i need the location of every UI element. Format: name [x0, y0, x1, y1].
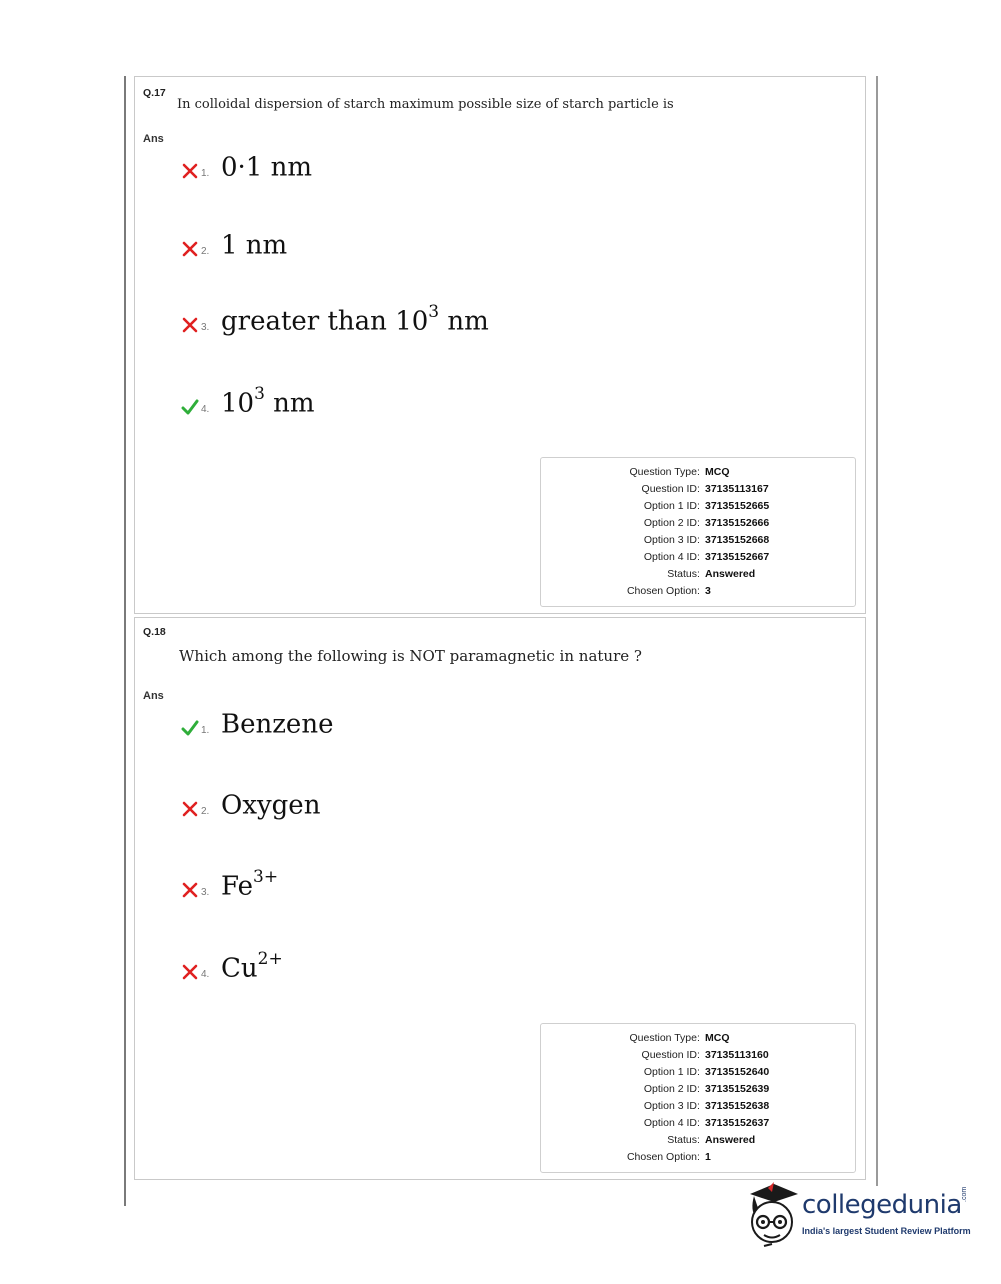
option-2	[181, 789, 320, 821]
check-icon	[181, 398, 199, 416]
meta-label: Option 3 ID	[643, 1100, 697, 1112]
option-text: greater than $10^3$ nm	[221, 302, 489, 337]
meta-row	[541, 1134, 857, 1151]
meta-separator: :	[697, 534, 700, 546]
meta-value: 37135113167	[705, 483, 769, 495]
meta-row	[541, 1151, 857, 1168]
meta-row	[541, 534, 857, 551]
meta-separator: :	[697, 483, 700, 495]
meta-label: Option 1 ID	[643, 1066, 697, 1078]
meta-separator: :	[697, 1049, 700, 1061]
cross-icon	[181, 316, 199, 334]
meta-label: Option 1 ID	[643, 500, 697, 512]
check-icon	[181, 719, 199, 737]
meta-label: Question Type	[629, 1032, 697, 1044]
meta-separator: :	[697, 1151, 700, 1163]
answer-label: Ans	[143, 690, 164, 702]
meta-value: 37135152665	[705, 500, 770, 512]
option-number: 4.	[201, 403, 210, 415]
meta-value: 37135152639	[705, 1083, 770, 1095]
meta-row	[541, 483, 857, 500]
meta-value: 3	[705, 585, 711, 597]
question-meta-panel	[540, 457, 856, 607]
option-number: 1.	[201, 167, 210, 179]
option-3	[181, 867, 279, 902]
page-margin-line-left	[124, 76, 126, 1206]
meta-separator: :	[697, 1032, 700, 1044]
question-text: In colloidal dispersion of starch maximum possible size of starch particle is	[177, 97, 674, 112]
meta-row	[541, 1032, 857, 1049]
answer-label: Ans	[143, 133, 164, 145]
meta-separator: :	[697, 568, 700, 580]
meta-separator: :	[697, 1066, 700, 1078]
option-text: 0·1 nm	[221, 152, 313, 183]
meta-value: 37135152637	[705, 1117, 770, 1129]
meta-value: MCQ	[705, 466, 730, 478]
meta-separator: :	[697, 1100, 700, 1112]
question-number: Q.17	[143, 87, 166, 99]
option-text: 1 nm	[221, 230, 288, 261]
option-number: 2.	[201, 805, 210, 817]
cross-icon	[181, 240, 199, 258]
option-3	[181, 302, 489, 337]
meta-separator: :	[697, 1134, 700, 1146]
meta-row	[541, 1117, 857, 1134]
option-1	[181, 708, 333, 740]
meta-row	[541, 500, 857, 517]
meta-row	[541, 551, 857, 568]
option-text: Benzene	[221, 709, 334, 740]
option-text: $Cu^{2+}$	[221, 949, 283, 984]
meta-label: Chosen Option	[626, 1151, 697, 1163]
question-block-18	[134, 617, 866, 1180]
meta-value: 37135152640	[705, 1066, 770, 1078]
meta-label: Question Type	[629, 466, 697, 478]
option-number: 3.	[201, 886, 210, 898]
meta-value: 1	[705, 1151, 711, 1163]
meta-value: Answered	[705, 1134, 756, 1146]
option-text: Oxygen	[221, 790, 321, 821]
option-text: $10^3$ nm	[221, 384, 315, 419]
meta-value: 37135152638	[705, 1100, 770, 1112]
meta-value: 37135152668	[705, 534, 770, 546]
meta-separator: :	[697, 585, 700, 597]
option-1	[181, 151, 312, 183]
meta-separator: :	[697, 1083, 700, 1095]
question-number: Q.18	[143, 626, 166, 638]
option-number: 1.	[201, 724, 210, 736]
brand-domain-suffix: .com	[961, 1186, 968, 1202]
option-text: $Fe^{3+}$	[221, 867, 279, 902]
option-number: 4.	[201, 968, 210, 980]
option-4	[181, 949, 283, 984]
meta-row	[541, 568, 857, 585]
meta-value: Answered	[705, 568, 756, 580]
meta-row	[541, 1049, 857, 1066]
brand-name: collegedunia	[802, 1190, 962, 1220]
option-4	[181, 384, 315, 419]
meta-label: Option 3 ID	[643, 534, 697, 546]
meta-row	[541, 1100, 857, 1117]
meta-value: 37135152666	[705, 517, 770, 529]
meta-separator: :	[697, 551, 700, 563]
meta-label: Option 4 ID	[643, 551, 697, 563]
meta-separator: :	[697, 500, 700, 512]
cross-icon	[181, 800, 199, 818]
option-number: 2.	[201, 245, 210, 257]
meta-label: Status	[667, 568, 697, 580]
meta-label: Chosen Option	[626, 585, 697, 597]
meta-separator: :	[697, 1117, 700, 1129]
page-margin-line-right	[876, 76, 878, 1186]
meta-row	[541, 1066, 857, 1083]
cross-icon	[181, 963, 199, 981]
cross-icon	[181, 162, 199, 180]
meta-value: 37135152667	[705, 551, 770, 563]
brand-tagline: India's largest Student Review Platform	[802, 1226, 971, 1236]
meta-label: Option 4 ID	[643, 1117, 697, 1129]
meta-separator: :	[697, 466, 700, 478]
question-block-17	[134, 76, 866, 614]
meta-row	[541, 1083, 857, 1100]
mascot-icon	[744, 1180, 800, 1250]
meta-label: Option 2 ID	[643, 1083, 697, 1095]
meta-row	[541, 585, 857, 602]
meta-row	[541, 466, 857, 483]
collegedunia-logo	[744, 1180, 974, 1250]
meta-label: Option 2 ID	[643, 517, 697, 529]
option-2	[181, 229, 287, 261]
option-number: 3.	[201, 321, 210, 333]
question-meta-panel	[540, 1023, 856, 1173]
meta-label: Question ID	[641, 1049, 697, 1061]
meta-separator: :	[697, 517, 700, 529]
meta-value: 37135113160	[705, 1049, 769, 1061]
meta-value: MCQ	[705, 1032, 730, 1044]
question-text: Which among the following is NOT paramagnetic in nature ?	[179, 647, 642, 665]
meta-label: Status	[667, 1134, 697, 1146]
meta-row	[541, 517, 857, 534]
meta-label: Question ID	[641, 483, 697, 495]
cross-icon	[181, 881, 199, 899]
